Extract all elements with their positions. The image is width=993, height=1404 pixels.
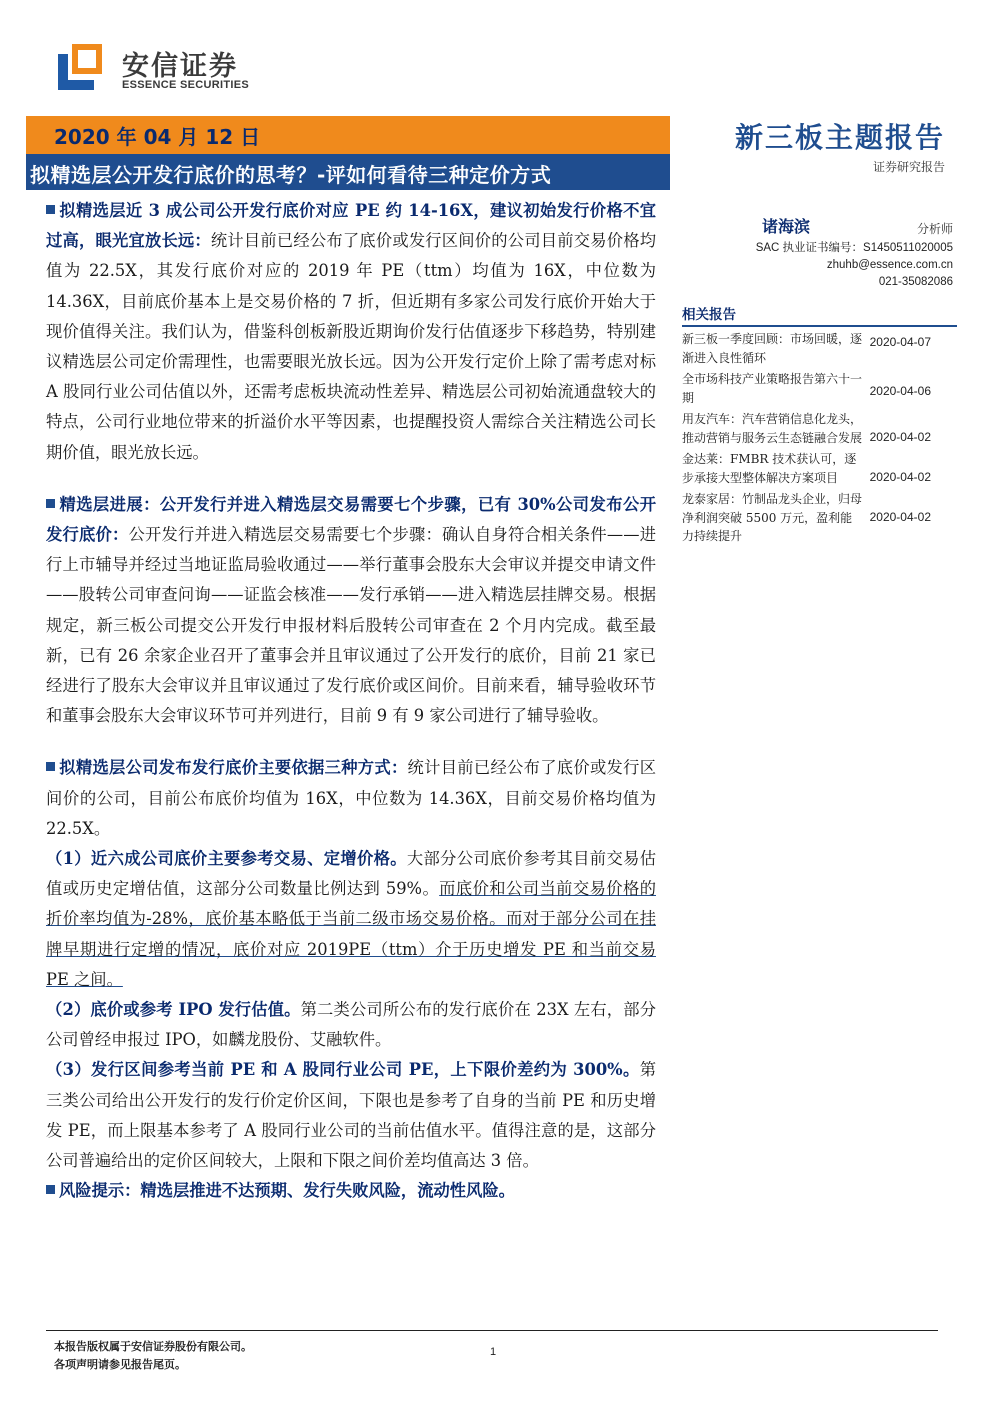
footer-divider: [46, 1330, 938, 1331]
related-report-date: 2020-04-02: [869, 470, 931, 484]
paragraph-lead: （1）近六成公司底价主要参考交易、定增价格。: [46, 849, 407, 869]
related-report-title: 龙泰家居：竹制品龙头企业，归母净利润突破 5500 万元，盈利能力持续提升: [682, 492, 863, 543]
report-subtype: 证券研究报告: [872, 160, 945, 174]
report-type: 新三板主题报告: [734, 121, 945, 154]
company-logo: [54, 40, 254, 100]
paragraph-method-2: [46, 995, 656, 1055]
paragraph-lead: 风险提示：精选层推进不达预期、发行失败风险，流动性风险。: [59, 1181, 515, 1201]
essence-logo-icon: [54, 40, 108, 94]
paragraph-text: 公开发行并进入精选层交易需要七个步骤：确认自身符合相关条件——进行上市辅导并经过当地证监局验收通过——举行董事会股东大会审议并提交申请文件——股转公司审查问询——证监会核准——发行承销——进入精选层挂牌交易。根据规定，新三板公司提交公开发行申报材料后股转公司审查在 2 个月内完成。截至最新，已有 26 余家企业召开了董事会并且审议通过了公开发行的底价，目前 21 家已经进行了股东大会审议并且审议通过了发行底价或区间价。目前来看，辅导验收环节和董事会股东大会审议环节可并列进行，目前 9 有 9 家公司进行了辅导验收。: [46, 525, 656, 726]
logo-name-en: ESSENCE SECURITIES: [122, 79, 250, 91]
analyst-email[interactable]: zhuhb@essence.com.cn: [826, 259, 953, 271]
related-report-title: 全市场科技产业策略报告第六十一期: [682, 372, 863, 405]
bullet-square-icon: [46, 205, 55, 214]
related-report-item[interactable]: [682, 330, 957, 367]
paragraph-lead: 精选层进展：公开发行并进入精选层交易需要七个步骤，已有 30%公司发布公开发行底价：: [46, 494, 656, 545]
analyst-sac: SAC 执业证书编号：S1450511020005: [755, 242, 953, 254]
footer-disclaimer: 各项声明请参见报告尾页。: [54, 1358, 186, 1371]
related-report-date: 2020-04-02: [869, 510, 931, 524]
page-number: 1: [490, 1346, 497, 1358]
related-report-title: 新三板一季度回顾：市场回暖，逐渐进入良性循环: [682, 332, 863, 365]
paragraph-method-3: [46, 1055, 656, 1176]
paragraph-summary: [46, 196, 656, 468]
report-date: 2020 年 04 月 12 日: [54, 125, 261, 149]
underlined-text: 而底价和公司当前交易价格的折价率均值为-28%，底价基本略低于当前二级市场交易价格。而对于部分公司在挂牌早期进行定增的情况，底价对应 2019PE（ttm）介于历史增发 PE 和当前交易 PE 之间。: [46, 879, 656, 989]
report-title: 拟精选层公开发行底价的思考？-评如何看待三种定价方式: [30, 163, 552, 187]
paragraph-methods: [46, 753, 656, 844]
related-report-item[interactable]: [682, 410, 957, 447]
paragraph-text: 统计目前已经公布了底价或发行区间价的公司，目前公布底价均值为 16X，中位数为 14.36X，目前交易价格均值为 22.5X。: [46, 758, 656, 838]
bullet-square-icon: [46, 499, 55, 508]
paragraph-lead: 拟精选层近 3 成公司公开发行底价对应 PE 约 14-16X，建议初始发行价格不宜过高，眼光宜放长远：: [46, 201, 656, 251]
analyst-name: 诸海滨: [762, 217, 811, 236]
paragraph-risk: [46, 1176, 656, 1206]
related-report-title: 用友汽车：汽车营销信息化龙头，推动营销与服务云生态链融合发展: [682, 412, 863, 445]
paragraph-progress: [46, 490, 656, 732]
sidebar: [682, 214, 957, 546]
paragraph-text: 大部分公司底价参考其目前交易估值或历史定增估值，这部分公司数量比例达到 59%。: [46, 849, 656, 899]
paragraph-lead: （3）发行区间参考当前 PE 和 A 股同行业公司 PE，上下限价差约为 300%。: [46, 1060, 640, 1080]
report-body: [46, 196, 656, 1207]
paragraph-lead: 拟精选层公司发布发行底价主要依据三种方式：: [59, 758, 408, 778]
analyst-row: [682, 214, 957, 240]
related-report-title: 金达莱：FMBR 技术获认可，逐步承接大型整体解决方案项目: [682, 452, 857, 485]
paragraph-text: 第三类公司给出公开发行的发行价定价区间，下限也是参考了自身的当前 PE 和历史增发 PE，而上限基本参考了 A 股同行业公司的当前估值水平。值得注意的是，这部分公司普遍给出的定价区间较大，上限和下限之间价差均值高达 3 倍。: [46, 1060, 656, 1171]
related-report-item[interactable]: [682, 490, 957, 546]
related-report-item[interactable]: [682, 450, 957, 487]
paragraph-text: 第二类公司所公布的发行底价在 23X 左右，部分公司曾经申报过 IPO，如麟龙股份、艾融软件。: [46, 1000, 656, 1050]
related-report-date: 2020-04-02: [869, 430, 931, 444]
related-report-date: 2020-04-06: [869, 384, 931, 398]
paragraph-method-1: [46, 844, 656, 995]
logo-name-cn: 安信证券: [122, 51, 238, 82]
paragraph-lead: （2）底价或参考 IPO 发行估值。: [46, 1000, 301, 1020]
related-reports-title: 相关报告: [682, 303, 957, 327]
footer-copyright: 本报告版权属于安信证券股份有限公司。: [54, 1340, 252, 1353]
analyst-phone: 021-35082086: [878, 276, 953, 288]
related-report-date: 2020-04-07: [869, 335, 931, 349]
related-report-item[interactable]: [682, 370, 957, 407]
bullet-square-icon: [46, 1185, 55, 1194]
bullet-square-icon: [46, 762, 55, 771]
analyst-role: 分析师: [916, 222, 953, 236]
paragraph-text: 统计目前已经公布了底价或发行区间价的公司目前交易价格均值为 22.5X，其发行底价对应的 2019 年 PE（ttm）均值为 16X，中位数为 14.36X，目前底价基本上是交易价格的 7 折，但近期有多家公司发行底价开始大于现价值得关注。我们认为，借鉴科创板新股近期询价发行估值逐步下移趋势，特别建议精选层公司定价需理性，也需要眼光放长远。因为公开发行定价上除了需考虑对标 A 股同行业公司估值以外，还需考虑板块流动性差异、精选层公司初始流通盘较大的特点，公司行业地位带来的折溢价水平等因素，也提醒投资人需综合关注精选公司长期价值，眼光放长远。: [46, 231, 657, 462]
